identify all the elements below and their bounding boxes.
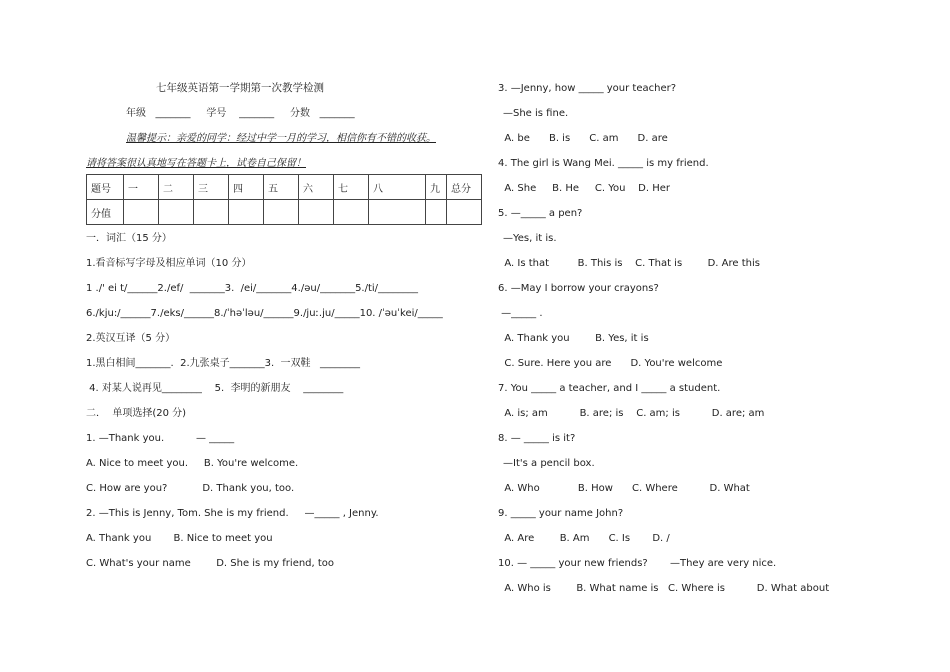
- score-cell: 二: [159, 175, 194, 200]
- question-5: 5. —_____ a pen?: [498, 208, 583, 219]
- score-input-cell[interactable]: [426, 200, 447, 225]
- question-8-options: A. Who B. How C. Where D. What: [498, 483, 750, 494]
- question-8: 8. — _____ is it?: [498, 433, 576, 444]
- phonetic-line-2: 6./kju:/______7./eks/______8./ˈhəˈləu/______9./juː.ju/_____10. /ˈəuˈkei/_____: [86, 308, 443, 319]
- question-10: 10. — _____ your new friends? —They are very nice.: [498, 558, 777, 569]
- question-1-options-a: A. Nice to meet you. B. You're welcome.: [86, 458, 299, 469]
- instruction-text: 请将答案很认真地写在答题卡上，试卷自己保留！: [86, 158, 306, 169]
- score-table: [86, 174, 482, 225]
- score-input-cell[interactable]: [264, 200, 299, 225]
- score-input-cell[interactable]: [124, 200, 159, 225]
- question-4-options: A. She B. He C. You D. Her: [498, 183, 671, 194]
- tip-text: 温馨提示：亲爱的同学：经过中学一月的学习，相信你有不错的收获。: [126, 133, 436, 144]
- question-4: 4. The girl is Wang Mei. _____ is my friend.: [498, 158, 709, 169]
- question-6-answer: —_____ .: [498, 308, 543, 319]
- score-input-cell[interactable]: [299, 200, 334, 225]
- question-2-options-b: C. What's your name D. She is my friend, too: [86, 558, 335, 569]
- question-6-options-b: C. Sure. Here you are D. You're welcome: [498, 358, 723, 369]
- score-cell: 五: [264, 175, 299, 200]
- translation-line-2: 4. 对某人说再见________ 5. 李明的新朋友 ________: [86, 383, 344, 394]
- question-5-options: A. Is that B. This is C. That is D. Are this: [498, 258, 760, 269]
- score-cell: 四: [229, 175, 264, 200]
- phonetic-line-1: 1 ./' ei t/______2./ef/ _______3. /ei/_______4./əu/_______5./ti/________: [86, 283, 419, 294]
- translation-line-1: 1.黑白相间_______. 2.九张桌子_______3. 一双鞋 ________: [86, 358, 361, 369]
- score-cell: 总分: [447, 175, 482, 200]
- score-input-cell[interactable]: [369, 200, 426, 225]
- question-9-options: A. Are B. Am C. Is D. /: [498, 533, 670, 544]
- score-cell: 三: [194, 175, 229, 200]
- info-line: 年级 _______ 学号 _______ 分数 _______: [126, 108, 355, 119]
- question-6-options-a: A. Thank you B. Yes, it is: [498, 333, 649, 344]
- score-cell: 八: [369, 175, 426, 200]
- question-2: 2. —This is Jenny, Tom. She is my friend. —_____ , Jenny.: [86, 508, 379, 519]
- question-2-options-a: A. Thank you B. Nice to meet you: [86, 533, 273, 544]
- question-7: 7. You _____ a teacher, and I _____ a student.: [498, 383, 721, 394]
- section-1-part-1: 1.看音标写字母及相应单词（10 分）: [86, 258, 252, 269]
- score-cell: 六: [299, 175, 334, 200]
- question-1: 1. —Thank you. — _____: [86, 433, 235, 444]
- question-9: 9. _____ your name John?: [498, 508, 624, 519]
- score-input-cell[interactable]: [447, 200, 482, 225]
- question-10-options: A. Who is B. What name is C. Where is D. What about: [498, 583, 830, 594]
- section-1-title: 一．词汇（15 分）: [86, 233, 172, 244]
- score-cell: 七: [334, 175, 369, 200]
- question-7-options: A. is; am B. are; is C. am; is D. are; am: [498, 408, 765, 419]
- exam-title: 七年级英语第一学期第一次教学检测: [156, 82, 324, 94]
- question-8-answer: —It's a pencil box.: [503, 458, 595, 469]
- score-input-cell[interactable]: [229, 200, 264, 225]
- score-cell: 分值: [87, 200, 124, 225]
- section-2-title: 二． 单项选择(20 分): [86, 408, 187, 419]
- score-input-cell[interactable]: [334, 200, 369, 225]
- question-3: 3. —Jenny, how _____ your teacher?: [498, 83, 677, 94]
- question-5-answer: —Yes, it is.: [503, 233, 557, 244]
- score-cell: 九: [426, 175, 447, 200]
- score-table-value-row: [87, 200, 482, 225]
- score-cell: 一: [124, 175, 159, 200]
- score-cell: 题号: [87, 175, 124, 200]
- score-table-header-row: [87, 175, 482, 200]
- score-input-cell[interactable]: [159, 200, 194, 225]
- question-3-answer: —She is fine.: [503, 108, 569, 119]
- section-1-part-2: 2.英汉互译（5 分）: [86, 333, 176, 344]
- question-6: 6. —May I borrow your crayons?: [498, 283, 659, 294]
- question-1-options-b: C. How are you? D. Thank you, too.: [86, 483, 295, 494]
- question-3-options: A. be B. is C. am D. are: [498, 133, 668, 144]
- score-input-cell[interactable]: [194, 200, 229, 225]
